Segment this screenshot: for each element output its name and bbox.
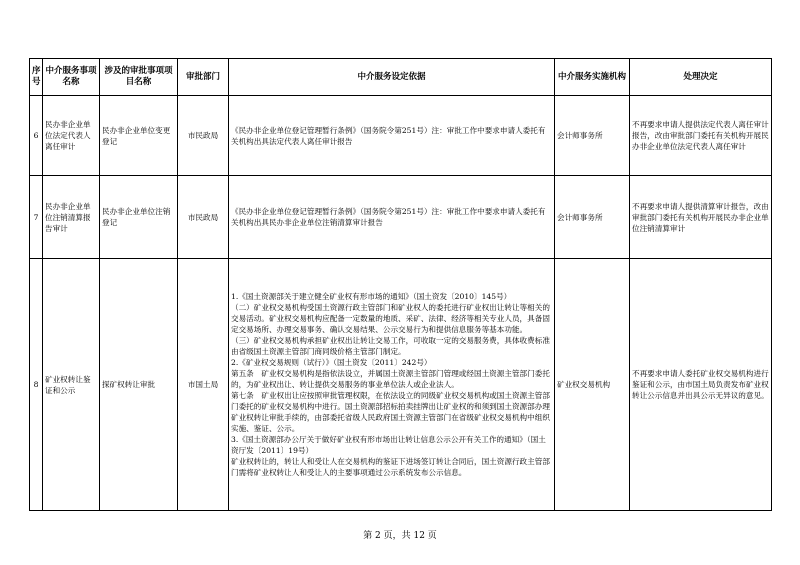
basis-paragraph: 3.《国土资源部办公厅关于做好矿业权有形市场出让转让信息公示公开有关工作的通知》（国土资厅发〔2011〕19号）	[231, 435, 546, 455]
row-agency: 会计师事务所	[555, 96, 630, 176]
row-basis: 《民办非企业单位登记管理暂行条例》（国务院令第251号）注：审批工作中要求申请人委托有关机构出具法定代表人离任审计报告	[229, 96, 555, 176]
row-decision: 不再要求申请人提供清算审计报告，改由审批部门委托有关机构开展民办非企业单位注销清算审计	[630, 176, 772, 259]
basis-paragraph: 2.《矿业权交易规则（试行）》（国土资发〔2011〕242号）	[231, 358, 432, 367]
intermediary-services-table	[29, 58, 772, 511]
row-department: 市民政局	[178, 96, 229, 176]
row-service-name: 民办非企业单位注销清算报告审计	[43, 176, 100, 259]
header-seq: 序号	[30, 59, 43, 96]
table-row	[30, 176, 772, 259]
header-decision: 处理决定	[630, 59, 772, 96]
row-seq: 8	[30, 259, 43, 511]
row-decision: 不再要求申请人提供法定代表人离任审计报告，改由审批部门委托有关机构开展民办非企业单位法定代表人离任审计	[630, 96, 772, 176]
row-department: 市民政局	[178, 176, 229, 259]
basis-paragraph: 1.《国土资源部关于建立健全矿业权有形市场的通知》（国土资发〔2010〕145号）	[231, 292, 512, 301]
header-agency: 中介服务实施机构	[555, 59, 630, 96]
basis-paragraph: 矿业权转让的，转让人和受让人在交易机构的鉴证下进场签订转让合同后，国土资源行政主管部门需将矿业权转让人和受让人的主要事项通过公示系统发布公示信息。	[231, 457, 550, 477]
row-agency: 矿业权交易机构	[555, 259, 630, 511]
row-department: 市国土局	[178, 259, 229, 511]
row-seq: 7	[30, 176, 43, 259]
header-department: 审批部门	[178, 59, 229, 96]
row-decision: 不再要求申请人委托矿业权交易机构进行鉴证和公示，由市国土局负责发布矿业权转让公示信息并出具公示无异议的意见。	[630, 259, 772, 511]
row-basis: 《民办非企业单位登记管理暂行条例》（国务院令第251号）注：审批工作中要求申请人委托有关机构出具民办非企业单位注销清算审计报告	[229, 176, 555, 259]
row-seq: 6	[30, 96, 43, 176]
basis-paragraph: 第五条 矿业权交易机构是指依法设立，并属国土资源主管部门管理或经国土资源主管部门委托的，为矿业权出让、转让提供交易服务的事业单位法人或企业法人。	[231, 369, 550, 389]
row-approval-item: 民办非企业单位变更登记	[100, 96, 178, 176]
row-approval-item: 民办非企业单位注销登记	[100, 176, 178, 259]
row-agency: 会计师事务所	[555, 176, 630, 259]
page-number: 第 2 页，共 12 页	[363, 531, 437, 541]
table-row	[30, 96, 772, 176]
basis-paragraph: 第七条 矿业权出让应按照审批管理权限，在依法设立的同级矿业权交易机构或国土资源主管部门委托的矿业权交易机构中进行。国土资源部招标拍卖挂牌出让矿业权的和须到国土资源部办理矿业权转让审批手续的，由部委托省级人民政府国土资源主管部门在省级矿业权交易机构中组织实施、鉴证、公示。	[231, 391, 550, 433]
header-approval-item: 涉及的审批事项项目名称	[100, 59, 178, 96]
row-approval-item: 探矿权转让审批	[100, 259, 178, 511]
row-service-name: 民办非企业单位法定代表人离任审计	[43, 96, 100, 176]
table-row	[30, 259, 772, 511]
table-header-row	[30, 59, 772, 96]
row-basis	[229, 259, 555, 511]
row-service-name: 矿业权转让鉴证和公示	[43, 259, 100, 511]
basis-paragraph: （三）矿业权交易机构承担矿业权出让转让交易工作，可收取一定的交易服务费，具体收费标准由省级国土资源主管部门商同级价格主管部门制定。	[231, 336, 550, 356]
header-service-name: 中介服务事项名称	[43, 59, 100, 96]
basis-paragraph: （二）矿业权交易机构受国土资源行政主管部门和矿业权人的委托进行矿业权出让转让等相关的交易活动。矿业权交易机构应配备一定数量的地质、采矿、法律、经济等相关专业人员，具备固定交易场所、办理交易事务、确认交易结果、公示交易行为和提供信息服务等基本功能。	[231, 303, 550, 334]
header-basis: 中介服务设定依据	[229, 59, 555, 96]
